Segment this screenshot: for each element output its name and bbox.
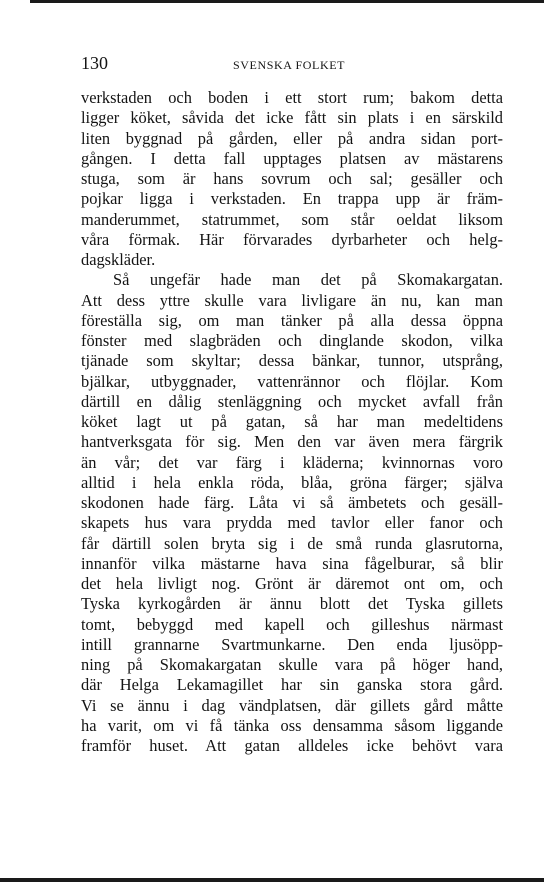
text-line: verkstaden och boden i ett stort rum; bakom detta xyxy=(81,88,503,107)
text-line: bjälkar, utbyggnader, vattenrännor och flöjlar. Kom xyxy=(81,371,503,391)
text-line: framför huset. Att gatan alldeles icke behövt vara xyxy=(81,736,503,755)
text-line: får därtill solen bryta sig i de små runda glasrutorna, xyxy=(81,533,503,553)
text-line: hantverksgata för sig. Men den var även mera färgrik xyxy=(81,432,503,452)
running-head: SVENSKA FOLKET xyxy=(233,58,346,72)
text-line: skapets hus vara prydda med tavlor eller fanor och xyxy=(81,513,503,533)
text-line: Att dess yttre skulle vara livligare än nu, kan man xyxy=(81,290,503,310)
text-line: därtill en dålig stenläggning och mycket avfall från xyxy=(81,391,503,411)
text-line: köket lagt ut på gatan, så har man medeltidens xyxy=(81,412,503,431)
text-line: där Helga Lekamagillet har sin ganska stora gård. xyxy=(81,675,503,695)
text-line: ning på Skomakargatan skulle vara på höger hand, xyxy=(81,655,503,674)
text-line: liten byggnad på gården, eller på andra sidan port- xyxy=(81,128,503,148)
text-line: än vår; det var färg i kläderna; kvinnornas voro xyxy=(81,452,503,472)
text-line: fönster med slagbräden och dinglande skodon, vilka xyxy=(81,331,503,350)
text-line: Tyska kyrkogården är ännu blott det Tyska gillets xyxy=(81,594,503,614)
text-line: det hela livligt nog. Grönt är däremot ont om, och xyxy=(81,574,503,593)
text-line: innanför vilka mästarne hava sina fågelburar, så blir xyxy=(81,553,503,573)
text-line: föreställa sig, om man tänker på alla dessa öppna xyxy=(81,310,503,330)
text-line: våra förmak. Här förvarades dyrbarheter och helg- xyxy=(81,229,503,249)
text-line: stuga, som är hans sovrum och sal; gesäller och xyxy=(81,169,503,188)
text-line: intill grannarne Svartmunkarne. Den enda ljusöpp- xyxy=(81,634,503,654)
body-text xyxy=(81,88,503,756)
text-line: skodonen hade färg. Låta vi så ämbetets och gesäll- xyxy=(81,493,503,512)
text-line: manderummet, statrummet, som står oeldat liksom xyxy=(81,209,503,229)
text-line: tomt, bebyggd med kapell och gilleshus närmast xyxy=(81,614,503,634)
bottom-edge-rule xyxy=(0,878,544,882)
text-line: pojkar ligga i verkstaden. En trappa upp är främ- xyxy=(81,189,503,209)
top-edge-rule xyxy=(30,0,544,3)
paragraph-end-line: dagskläder. xyxy=(81,250,156,269)
page-header xyxy=(81,52,503,76)
text-line: Vi se ännu i dag vändplatsen, där gillets gård måtte xyxy=(81,695,503,715)
page-number: 130 xyxy=(81,53,108,73)
text-line: tjänade som skyltar; dessa bänkar, tunnor, utsprång, xyxy=(81,351,503,371)
text-line: ligger köket, såvida det icke fått sin plats i en särskild xyxy=(81,108,503,128)
text-line: alltid i hela enkla röda, blåa, gröna färger; själva xyxy=(81,472,503,492)
text-line: gången. I detta fall upptages platsen av mästarens xyxy=(81,148,503,168)
paragraph-start-line: Så ungefär hade man det på Skomakargatan. xyxy=(113,270,503,290)
text-line: ha varit, om vi få tänka oss densamma såsom liggande xyxy=(81,715,503,735)
